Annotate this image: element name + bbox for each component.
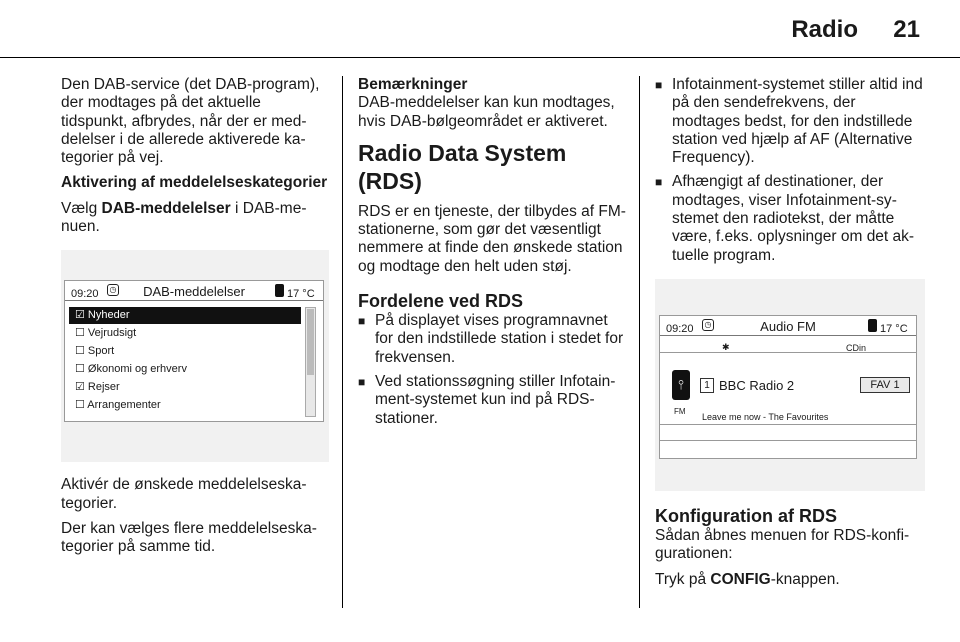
list-item: ■ Infotainment-systemet stiller altid ind på den sendefrekvens, der modtages bedst, for den indstillede station ved hjælp af AF (Alternative Frequency). — [655, 76, 923, 167]
advantages-list — [358, 312, 628, 428]
activate-paragraph: Aktivér de ønskede meddelelseskategorier. — [61, 476, 307, 512]
list-item: ■ Ved stationssøgning stiller Infotainment-systemet kun ind på RDS-stationer. — [358, 372, 616, 427]
list-item: ■ Afhængigt af destinationer, der modtages, viser Infotainment-systemet den radiotekst, der måtte være, f.eks. oplysninger om det aktuelle program. — [655, 173, 915, 264]
column-divider — [342, 76, 343, 608]
bullet-icon: ■ — [655, 175, 663, 190]
column-left — [61, 76, 329, 564]
radio-tower-icon: ⫯ — [672, 370, 690, 400]
column-divider — [639, 76, 640, 608]
category-item-arrangementer[interactable]: ☐ Arrangementer — [75, 399, 161, 412]
page-number: 21 — [893, 16, 920, 43]
note-heading: Bemærkninger — [358, 76, 468, 93]
config-button-name: CONFIG — [710, 570, 771, 588]
category-item-rejser[interactable]: ☑ Rejser — [75, 381, 120, 394]
audio-fm-screen-figure — [655, 279, 925, 491]
category-item-nyheder[interactable]: ☑ Nyheder — [69, 307, 301, 324]
bluetooth-icon: ✱ — [722, 341, 730, 352]
divider — [660, 424, 916, 425]
bullet-icon: ■ — [358, 374, 366, 389]
phone-icon — [868, 319, 877, 332]
preset-number: 1 — [700, 378, 714, 393]
radio-text: Leave me now - The Favourites — [702, 411, 829, 422]
instruction-paragraph: Vælg DAB-meddelelser i DAB-menuen. — [61, 199, 307, 236]
rds-heading: Radio Data System (RDS) — [358, 139, 567, 194]
rds-paragraph: RDS er en tjeneste, der tilbydes af FM-stationerne, som gør det væsentligt nemmere at finde den ønskede station og modtage den helt uden støj. — [358, 202, 626, 275]
column-middle — [358, 76, 628, 434]
bullet-icon: ■ — [358, 314, 366, 329]
clock-icon: ◷ — [107, 284, 119, 296]
clock-icon: ◷ — [702, 319, 714, 331]
column-right — [655, 76, 925, 596]
chapter-title: Radio — [791, 16, 858, 43]
band-label: FM — [674, 406, 686, 416]
note-text: DAB-meddelelser kan kun modtages, hvis DAB-bølgeområdet er aktiveret. — [358, 94, 615, 130]
clock-time: 09:20 — [71, 288, 99, 301]
cdin-indicator: CDin — [846, 342, 867, 353]
dab-screen-figure — [61, 250, 329, 462]
display-title: DAB-meddelelser — [143, 284, 245, 300]
display-status-bar — [65, 281, 323, 301]
category-item-oekonomi[interactable]: ☐ Økonomi og erhverv — [75, 363, 187, 376]
audio-fm-display — [659, 315, 917, 459]
section-heading: Aktivering af meddelelseskategorier — [61, 174, 328, 192]
category-item-vejrudsigt[interactable]: ☐ Vejrudsigt — [75, 327, 137, 340]
display-title: Audio FM — [760, 318, 816, 334]
source-bar — [660, 336, 916, 353]
display-status-bar — [660, 316, 916, 336]
page-header — [0, 0, 960, 58]
dab-display — [64, 280, 324, 422]
bullet-icon: ■ — [655, 78, 663, 92]
rds-features-list — [655, 76, 925, 265]
press-paragraph: Tryk på CONFIG-knappen. — [655, 570, 840, 588]
fav-button[interactable]: FAV 1 — [860, 377, 910, 393]
scroll-thumb[interactable] — [307, 309, 314, 375]
phone-icon — [275, 284, 284, 297]
config-paragraph: Sådan åbnes menuen for RDS-konfigurationen: — [655, 526, 910, 563]
divider — [660, 440, 916, 441]
intro-paragraph: Den DAB-service (det DAB-program), der modtages på det aktuelle tidspunkt, afbrydes, når der er meddelelser i de allerede aktiverede kategorier på vej. — [61, 76, 320, 167]
scrollbar[interactable] — [305, 307, 316, 417]
advantages-heading: Fordelene ved RDS — [358, 291, 524, 312]
clock-time: 09:20 — [666, 322, 694, 335]
temperature: 17 °C — [287, 288, 315, 301]
category-item-sport[interactable]: ☐ Sport — [75, 345, 115, 358]
station-name: BBC Radio 2 — [719, 377, 795, 393]
multiple-paragraph: Der kan vælges flere meddelelseskategorier på samme tid. — [61, 519, 317, 556]
temperature: 17 °C — [880, 322, 908, 335]
config-heading: Konfiguration af RDS — [655, 505, 837, 526]
list-item: ■ På displayet vises programnavnet for den indstillede station i stedet for frekvensen. — [358, 312, 624, 366]
menu-name: DAB-meddelelser — [101, 199, 231, 217]
header-rule — [0, 57, 960, 58]
